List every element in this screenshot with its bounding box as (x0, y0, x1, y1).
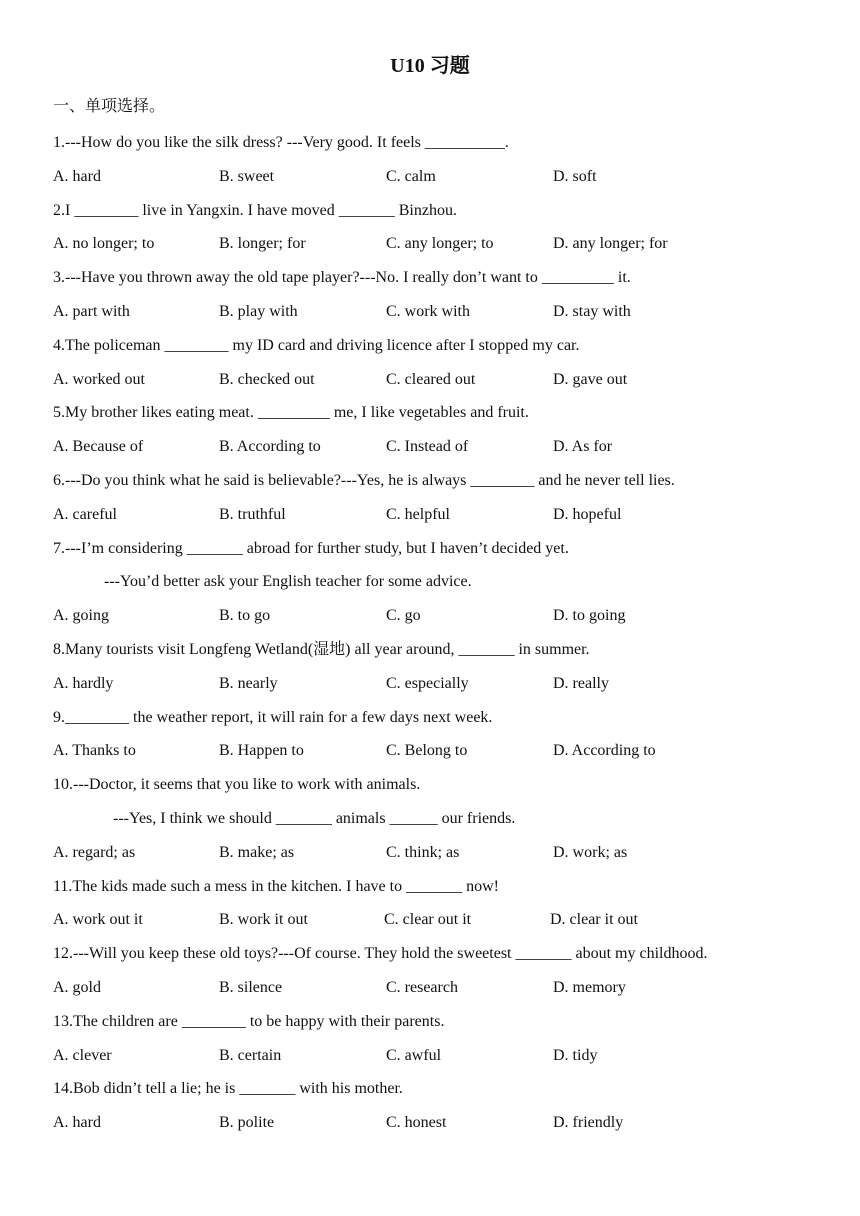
options-row (53, 436, 843, 470)
option-b[interactable]: B. nearly (219, 674, 278, 692)
option-a[interactable]: A. hard (53, 1114, 101, 1132)
question-stem: 9.________ the weather report, it will rain for a few days next week. (53, 708, 493, 726)
option-c[interactable]: C. clear out it (384, 911, 472, 929)
options-row (53, 909, 843, 943)
question-stem: 8.Many tourists visit Longfeng Wetland(湿地) all year around, _______ in summer. (53, 640, 590, 658)
question-stem: 4.The policeman ________ my ID card and driving licence after I stopped my car. (53, 336, 580, 354)
options-row (53, 166, 843, 200)
options-row (53, 842, 843, 876)
option-c[interactable]: C. go (386, 607, 421, 625)
option-a[interactable]: A. no longer; to (53, 235, 155, 253)
options-row (53, 673, 843, 707)
options-row (53, 740, 843, 774)
option-a[interactable]: A. work out it (53, 911, 143, 929)
options-row (53, 1112, 843, 1146)
option-a[interactable]: A. going (53, 607, 109, 625)
option-b[interactable]: B. to go (219, 607, 271, 625)
option-c[interactable]: C. think; as (386, 843, 460, 861)
option-b[interactable]: B. Happen to (219, 742, 304, 760)
option-d[interactable]: D. to going (553, 607, 626, 625)
option-d[interactable]: D. As for (553, 438, 613, 456)
options-row (53, 301, 843, 335)
option-c[interactable]: C. calm (386, 167, 436, 185)
option-b[interactable]: B. certain (219, 1046, 282, 1064)
option-d[interactable]: D. memory (553, 978, 626, 996)
option-b[interactable]: B. make; as (219, 843, 295, 861)
option-c[interactable]: C. Belong to (386, 742, 468, 760)
options-row (53, 504, 843, 538)
option-a[interactable]: A. part with (53, 302, 130, 320)
option-c[interactable]: C. awful (386, 1046, 442, 1064)
option-c[interactable]: C. research (386, 978, 458, 996)
option-d[interactable]: D. hopeful (553, 505, 622, 523)
options-row (53, 977, 843, 1011)
question-stem-continued: ---You’d better ask your English teacher for some advice. (104, 573, 472, 591)
options-row (53, 233, 843, 267)
option-d[interactable]: D. any longer; for (553, 235, 668, 253)
question-stem: 14.Bob didn’t tell a lie; he is _______ with his mother. (53, 1080, 403, 1098)
question-stem: 12.---Will you keep these old toys?---Of course. They hold the sweetest _______ about my childhood. (53, 945, 708, 963)
option-b[interactable]: B. checked out (219, 370, 315, 388)
question-stem: 11.The kids made such a mess in the kitchen. I have to _______ now! (53, 877, 499, 895)
option-d[interactable]: D. work; as (553, 843, 628, 861)
option-c[interactable]: C. any longer; to (386, 235, 494, 253)
option-a[interactable]: A. Thanks to (53, 742, 136, 760)
section-heading: 一、单项选择。 (53, 98, 166, 115)
question-stem: 7.---I’m considering _______ abroad for further study, but I haven’t decided yet. (53, 539, 569, 557)
option-c[interactable]: C. especially (386, 674, 469, 692)
question-stem: 10.---Doctor, it seems that you like to work with animals. (53, 776, 421, 794)
question-stem: 3.---Have you thrown away the old tape player?---No. I really don’t want to _________ it. (53, 269, 631, 287)
option-b[interactable]: B. play with (219, 302, 298, 320)
option-a[interactable]: A. hard (53, 167, 101, 185)
option-b[interactable]: B. truthful (219, 505, 286, 523)
option-c[interactable]: C. helpful (386, 505, 450, 523)
option-b[interactable]: B. According to (219, 438, 321, 456)
option-b[interactable]: B. work it out (219, 911, 308, 929)
question-stem: 2.I ________ live in Yangxin. I have moved _______ Binzhou. (53, 201, 457, 219)
option-a[interactable]: A. worked out (53, 370, 145, 388)
option-d[interactable]: D. friendly (553, 1114, 624, 1132)
option-b[interactable]: B. sweet (219, 167, 275, 185)
option-a[interactable]: A. hardly (53, 674, 114, 692)
question-stem: 13.The children are ________ to be happy with their parents. (53, 1012, 445, 1030)
option-d[interactable]: D. clear it out (550, 911, 638, 929)
option-c[interactable]: C. Instead of (386, 438, 469, 456)
option-c[interactable]: C. honest (386, 1114, 447, 1132)
option-b[interactable]: B. silence (219, 978, 283, 996)
option-a[interactable]: A. regard; as (53, 843, 136, 861)
option-a[interactable]: A. gold (53, 978, 101, 996)
page-title: U10 习题 (390, 55, 470, 77)
option-c[interactable]: C. work with (386, 302, 470, 320)
option-d[interactable]: D. gave out (553, 370, 628, 388)
option-a[interactable]: A. clever (53, 1046, 112, 1064)
question-stem: 5.My brother likes eating meat. _________ me, I like vegetables and fruit. (53, 404, 529, 422)
option-c[interactable]: C. cleared out (386, 370, 476, 388)
question-stem-continued: ---Yes, I think we should _______ animals ______ our friends. (113, 809, 516, 827)
option-b[interactable]: B. longer; for (219, 235, 306, 253)
option-a[interactable]: A. careful (53, 505, 117, 523)
question-stem: 1.---How do you like the silk dress? ---Very good. It feels __________. (53, 134, 509, 151)
option-b[interactable]: B. polite (219, 1114, 275, 1132)
option-d[interactable]: D. stay with (553, 302, 631, 320)
option-d[interactable]: D. soft (553, 167, 597, 185)
question-stem: 6.---Do you think what he said is believable?---Yes, he is always ________ and he never tell lies. (53, 471, 675, 489)
options-row (53, 1045, 843, 1079)
options-row (53, 369, 843, 403)
option-d[interactable]: D. According to (553, 742, 656, 760)
question-list (53, 132, 843, 1146)
option-d[interactable]: D. really (553, 674, 609, 692)
option-a[interactable]: A. Because of (53, 438, 144, 456)
option-d[interactable]: D. tidy (553, 1046, 598, 1064)
options-row (53, 605, 843, 639)
